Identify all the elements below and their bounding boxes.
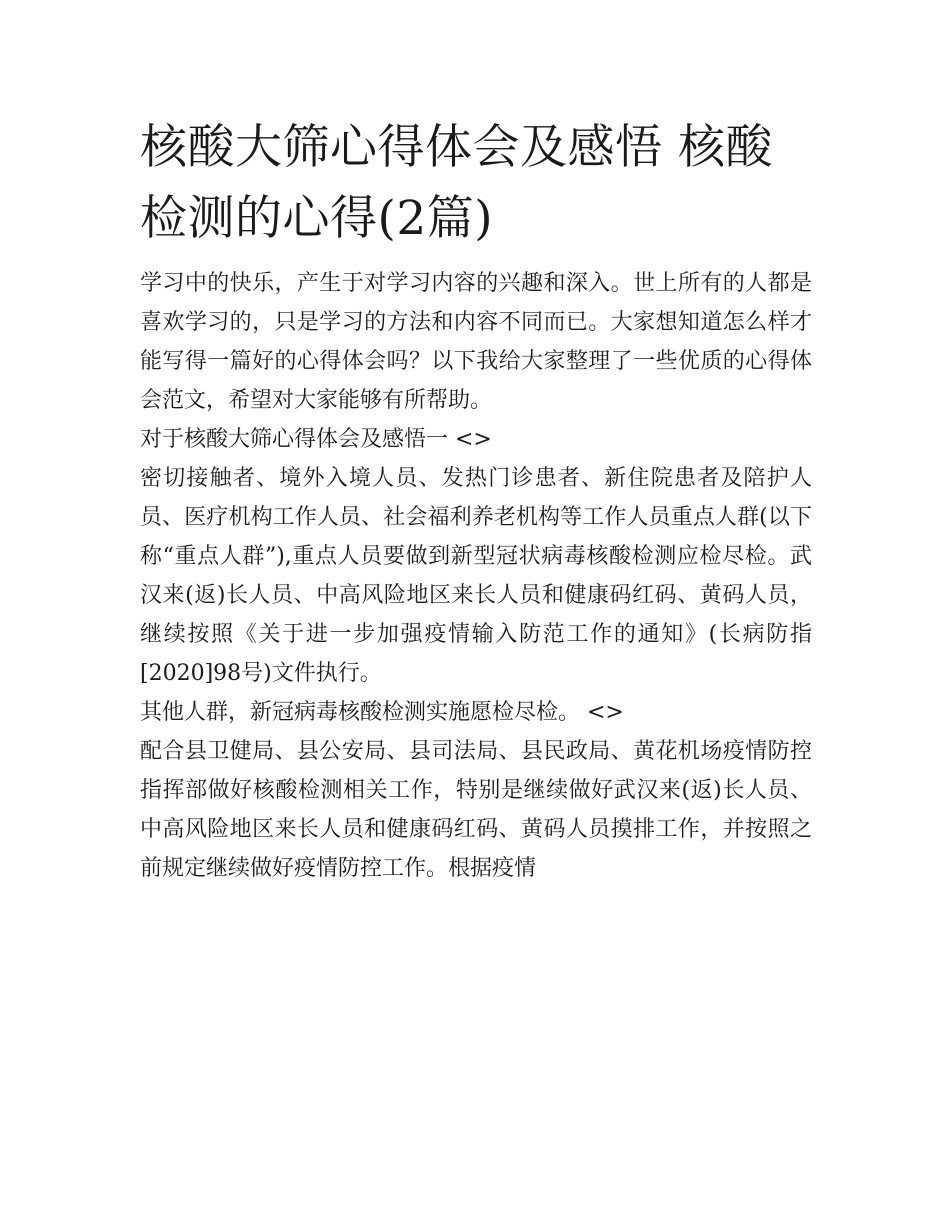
body-paragraph-key-groups: 密切接触者、境外入境人员、发热门诊患者、新住院患者及陪护人员、医疗机构工作人员、社会福利养老机构等工作人员重点人群(以下称“重点人群”),重点人员要做到新型冠状病毒核酸检测应检尽检。武汉来(返)长人员、中高风险地区来长人员和健康码红码、黄码人员，继续按照《关于进一步加强疫情输入防范工作的通知》(长病防指[2020]98号)文件执行。: [140, 466, 812, 686]
document-body: [140, 264, 812, 888]
body-paragraph-coordination: 配合县卫健局、县公安局、县司法局、县民政局、黄花机场疫情防控指挥部做好核酸检测相关工作，特别是继续做好武汉来(返)长人员、中高风险地区来长人员和健康码红码、黄码人员摸排工作，并按照之前规定继续做好疫情防控工作。根据疫情: [140, 739, 812, 881]
document-title: 核酸大筛心得体会及感悟 核酸检测的心得(2篇): [140, 120, 773, 246]
document-page: [140, 112, 812, 888]
section-heading-1: 对于核酸大筛心得体会及感悟一 <>: [140, 427, 492, 452]
intro-paragraph: 学习中的快乐，产生于对学习内容的兴趣和深入。世上所有的人都是喜欢学习的，只是学习的方法和内容不同而已。大家想知道怎么样才能写得一篇好的心得体会吗？以下我给大家整理了一些优质的心得体会范文，希望对大家能够有所帮助。: [140, 271, 812, 413]
body-paragraph-other-groups: 其他人群，新冠病毒核酸检测实施愿检尽检。 <>: [140, 700, 624, 725]
